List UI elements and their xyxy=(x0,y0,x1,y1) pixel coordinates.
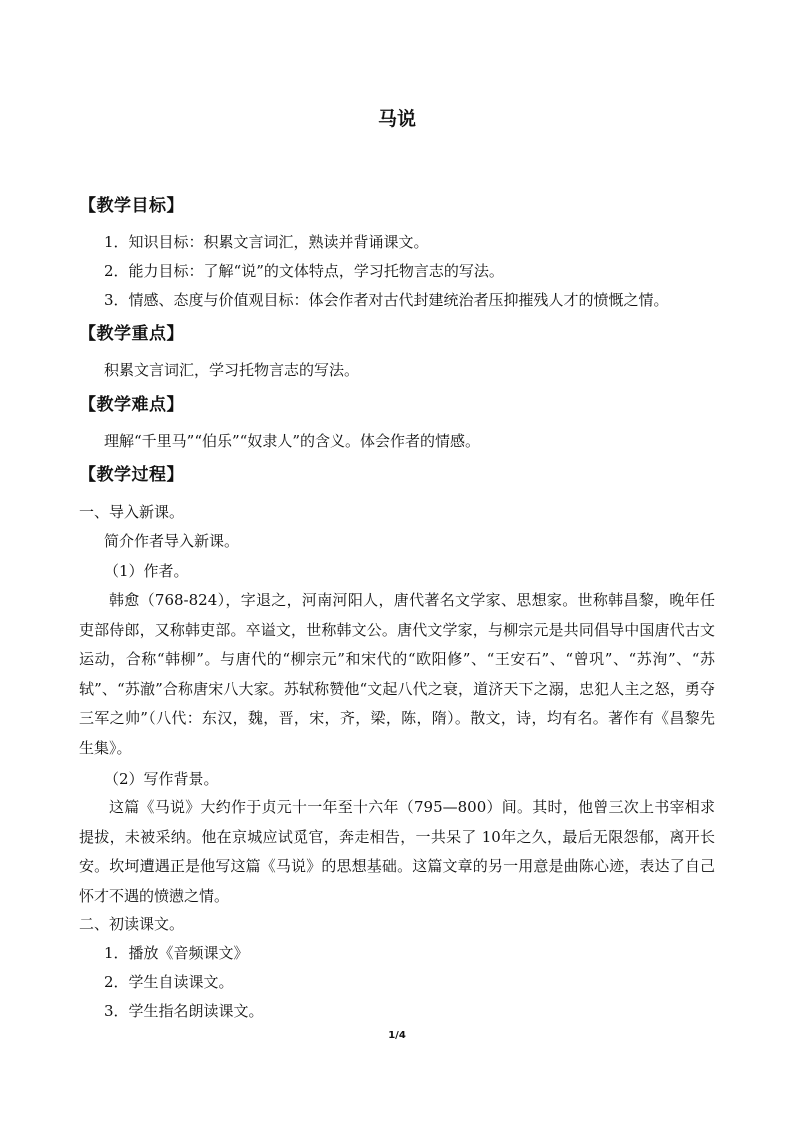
key-points-text: 积累文言词汇，学习托物言志的写法。 xyxy=(104,361,360,379)
process-heading: 【教学过程】 xyxy=(79,465,184,485)
objective-item-1: 1．知识目标：积累文言词汇，熟读并背诵课文。 xyxy=(104,233,429,251)
difficulties-text: 理解“千里马”“伯乐”“奴隶人”的含义。体会作者的情感。 xyxy=(104,432,481,450)
part1-title: 一、导入新课。 xyxy=(79,503,185,521)
objective-item-3: 3．情感、态度与价值观目标：体会作者对古代封建统治者压抑摧残人才的愤慨之情。 xyxy=(104,291,669,309)
key-points-heading: 【教学重点】 xyxy=(79,324,184,344)
part2-title: 二、初读课文。 xyxy=(79,915,185,933)
part2-item-1: 1．播放《音频课文》 xyxy=(104,944,249,962)
part2-item-3: 3．学生指名朗读课文。 xyxy=(104,1002,264,1020)
author-label: （1）作者。 xyxy=(104,562,189,580)
author-paragraph: 韩愈（768-824），字退之，河南河阳人，唐代著名文学家、思想家。世称韩昌黎，晚年任吏部侍郎，又称韩吏部。卒谥文，世称韩文公。唐代文学家，与柳宗元是共同倡导中国唐代古文运动，合称“韩柳”。与唐代的“柳宗元”和宋代的“欧阳修”、“王安石”、“曾巩”、“苏洵”、“苏轼”、“苏澈”合称唐宋八大家。苏轼称赞他“文起八代之衰，道济天下之溺，忠犯人主之怒，勇夺三军之帅”（八代：东汉，魏，晋，宋，齐，梁，陈，隋）。散文，诗，均有名。著作有《昌黎先生集》。 xyxy=(79,591,715,757)
objectives-heading: 【教学目标】 xyxy=(79,196,184,216)
objective-item-2: 2．能力目标：了解“说”的文体特点，学习托物言志的写法。 xyxy=(104,262,504,280)
difficulties-heading: 【教学难点】 xyxy=(79,395,184,415)
background-label: （2）写作背景。 xyxy=(104,770,219,788)
background-paragraph: 这篇《马说》大约作于贞元十一年至十六年（795—800）间。其时，他曾三次上书宰相求提拔，未被采纳。他在京城应试觅官，奔走相告，一共呆了 10年之久，最后无限怨郁，离开长安。坎坷遭遇正是他写这篇《马说》的思想基础。这篇文章的另一用意是曲陈心迹，表达了自己怀才不遇的愤懑之情。 xyxy=(79,798,715,905)
part1-intro: 简介作者导入新课。 xyxy=(104,532,240,550)
page-title: 马说 xyxy=(377,108,416,130)
page-number: 1/4 xyxy=(388,1030,406,1041)
part2-item-2: 2．学生自读课文。 xyxy=(104,973,234,991)
